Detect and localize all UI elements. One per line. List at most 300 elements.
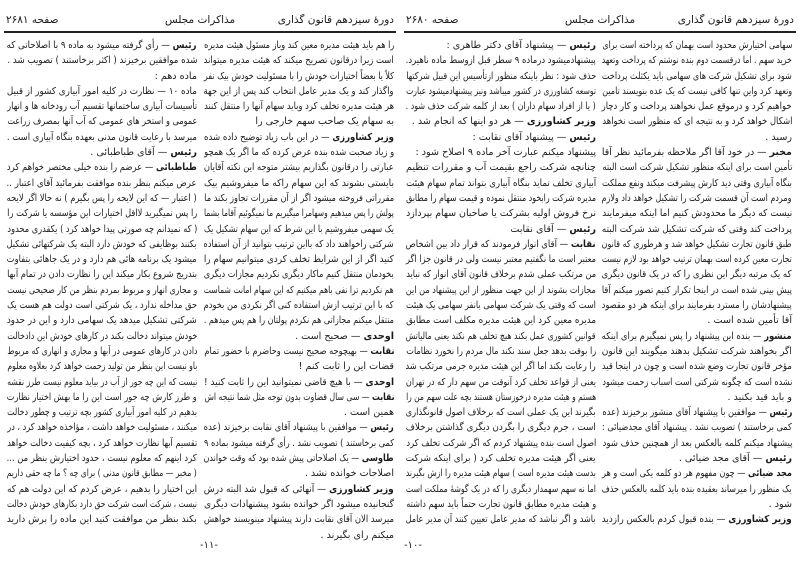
speaker-name: رئیس (569, 223, 596, 235)
text-line (204, 283, 394, 298)
text-line (406, 191, 596, 206)
speaker-name: رئیس (370, 422, 394, 434)
line-text: — آقای انوار فرمودند که قرار داد بین اشخاص (405, 238, 572, 250)
text-column (7, 38, 197, 528)
text-line (204, 512, 394, 527)
line-text: که با این ترتیب ازش استفاده کنی اگر نکردی من بخودم (204, 300, 394, 312)
text-line (602, 420, 792, 435)
page-header (6, 14, 394, 30)
line-text: و مجاری انهار و مربوط بمردم بنظر من کار صحیحی نیست (6, 284, 197, 296)
speech-paragraph (204, 375, 394, 390)
text-line (204, 69, 394, 84)
line-text: است زیرا درقانون تصریح میکند که هیئت مدیره میتواند (203, 55, 394, 67)
text-line (406, 436, 596, 451)
speaker-name: وزیر کشاورزی (329, 483, 394, 495)
line-text: حق مداخله ندارد ، یک شرکتی است دولت هم هست یک (7, 300, 197, 312)
line-text: بکند بنظر من موافقت کنید این ماده را برش دارید (6, 514, 197, 526)
text-line (406, 313, 596, 328)
line-text: وتعهد کرد واین تنها کافی نیست که یک عده بنویسند تامین (602, 85, 792, 97)
text-line (7, 359, 197, 374)
speech-paragraph (602, 451, 792, 466)
text-line (602, 298, 792, 313)
text-line (7, 84, 197, 99)
line-text: میکنم رای بگیرند . (320, 529, 394, 541)
line-text: نیست ، شرکت است شرکت حق دارد بکارهای خودش دخالت (7, 498, 197, 510)
speaker-name: رئیس (170, 147, 197, 159)
page-footer-number: -۱۱- (200, 540, 218, 551)
text-line (406, 405, 596, 420)
line-text: را پس نمیگیرید لااقل اختیارات این مؤسسه یا شرکت را (6, 208, 197, 220)
speaker-name: وزیر کشاورزی (332, 131, 394, 143)
line-text: چنانچه شرکت راجع بقیمت آب و مقررات تنظیم (406, 162, 596, 174)
text-line (204, 298, 394, 313)
text-line (7, 38, 197, 53)
speaker-name: منشور (764, 330, 792, 342)
line-text: — آنهائی که قبول شد البته درش (203, 483, 330, 495)
line-text: کرد اینهم که معلوم نیست ، حدود اختیارش بنظر من ... (6, 453, 197, 465)
text-line (7, 298, 197, 313)
text-line (602, 38, 792, 53)
text-line (7, 130, 197, 145)
line-text: — پیشنهاد آقای دکتر طاهری : (446, 40, 570, 51)
text-line (602, 160, 792, 175)
line-text: را بوقت بدهد جعل سند نکند مال مردم را نخورد نظامات (406, 345, 596, 357)
text-line (204, 359, 394, 374)
line-text: آبیاری تخلف نماید بنگاه آبیاری بتواند تمام سهام هیئت (405, 177, 596, 189)
line-text: ( یا از افراد سهام داران ) بعد از کلمه شرکت حذف شود . (405, 101, 596, 113)
line-text: باشد و اگر نباشد که مدیر عامل تعیین کنند آن مدیر عامل (406, 514, 596, 526)
speaker-name: رئیس (569, 131, 596, 143)
page-header (406, 14, 794, 30)
text-line (7, 53, 197, 68)
text-line (204, 130, 394, 145)
line-text: میرسد الان آقای نقابت دارند پیشنهاد مینویسند خواهش (203, 514, 394, 526)
text-line (204, 528, 394, 543)
line-text: را هم باید هیئت مدیره معین کند وباز مسئول هیئت مدیره (203, 40, 394, 51)
text-line (204, 313, 394, 328)
page-2680 (400, 0, 800, 576)
text-line (204, 436, 394, 451)
text-line (602, 176, 792, 191)
line-text: نشده است که چگونه شرکتی است اسباب زحمت میشود (602, 376, 792, 388)
text-line (7, 405, 197, 420)
line-text: مقرراتی فروخته میشود اگر از آن مقررات تجاوز بکند ما (204, 192, 394, 204)
text-line (204, 375, 394, 390)
line-text: میرسد با رعایت قانون مدنی بعهده بنگاه آبیاری است . (7, 131, 197, 143)
line-text: عمومی و استخر های عمومی که آب آنها بمصرف زراعت (6, 116, 197, 128)
line-text: شرکتی راخواهند داد که بااین ترتیب بتوانید از آن استفاده (203, 238, 394, 250)
line-text: کمی برخاستند ) تصویب نشد . رأی گرفته میشود بماده ۹ (203, 437, 394, 449)
text-line (7, 375, 197, 390)
line-text: یک منظور را میرساند بعقیده بنده باید کلمه بالعکس حذف (601, 483, 792, 495)
speech-paragraph (204, 130, 394, 329)
line-text: اصلاحات خوانده نشد . (304, 468, 394, 480)
line-text: کنید اگر از این شرایط تخلف کردی میتوانیم سهام را (204, 254, 394, 266)
line-text: — هر دو اینها که انجام شد . (411, 116, 527, 128)
text-paragraph (406, 145, 596, 160)
line-text: میکنند ، مسئولیت خواهد داشت ، مؤاخذه خواهد کرد ، در (7, 422, 197, 434)
line-text: مدیره معین کرد این هیئت مدیره مکلف است مطابق (406, 315, 596, 327)
speech-paragraph (406, 114, 596, 129)
line-text: و زیاد صحبت شده بنده عرض کرده که ما اگر یک همچو (203, 147, 394, 159)
text-line (602, 84, 792, 99)
text-line (406, 53, 596, 68)
text-line (406, 512, 596, 527)
line-text: هر هیئت مدیره تخلف کرد وباید سهام آنها را منتقل کنند (204, 101, 394, 113)
line-text: شده موافقین برخیزند ( اکثر برخاستند ) تصویب شد . (6, 55, 197, 67)
text-line (7, 252, 197, 267)
line-text: عرض میکنم بنظر بنده موافقت بفرمائید آقای اعتبار .. (6, 177, 197, 189)
speech-paragraph (406, 130, 596, 145)
text-line (406, 283, 596, 298)
text-line (204, 237, 394, 252)
text-line (602, 114, 792, 129)
line-text: ومردم است آن قسمت شرکت را تشکیل خواهد داد ولازم (602, 192, 792, 204)
line-text: اما نه سهم سهمدار دیگری را که در یک گوشهٔ مملکت است (405, 483, 596, 495)
text-line (7, 390, 197, 405)
text-line (7, 206, 197, 221)
line-text: خرید سهم . اما درقسمت دوم بنده نوشتم که پرداخت وتعهد (601, 55, 792, 67)
text-paragraph (406, 160, 596, 221)
text-column (406, 38, 596, 528)
text-line (204, 252, 394, 267)
line-text: تقسیم آبها نظارت خواهد کرد ، بچه کیفیت دخالت خواهد (6, 437, 197, 449)
text-line (204, 267, 394, 282)
session-title: دورهٔ سیزدهم قانون گذاری (677, 14, 794, 26)
line-text: و طرز کارش چه جور است این را ما بهش اختیار نظارت (7, 391, 197, 403)
speech-paragraph (602, 329, 792, 405)
text-line (602, 99, 792, 114)
speech-paragraph (602, 405, 792, 451)
speaker-name: وزیر کشاورزی (728, 514, 792, 526)
line-text: ماده دهم : (154, 70, 197, 82)
line-text: — پیشنهاد آقای نقابت : (472, 131, 570, 143)
line-text: باو نیست این بنظر من تولید زحمت خواهد کرد بعلاوه معلوم (6, 361, 197, 373)
text-column (602, 38, 792, 528)
line-text: تأسیسات آبیاری ساختمانها تقسیم آب رودخانه ها و انهار (6, 101, 197, 113)
text-line (406, 466, 596, 481)
line-text: — بنده قبول کردم بالعکس رازدید (601, 514, 729, 526)
speech-paragraph (204, 420, 394, 451)
text-line (406, 84, 596, 99)
line-text: کلاً یا بعضاً اختیارات خودش را با مسئولیت خودش بیک نفر (203, 70, 394, 82)
speech-paragraph (406, 38, 596, 53)
line-text: طبق قانون تجارت تشکیل خواهد شد و هرطوری که قانون (601, 238, 792, 250)
line-text: — عرضم را بنده خیلی مختصر خواهم کرد (7, 162, 157, 174)
line-text: بدست هیئت مدیره است ) سهام هیئت مدیره را ازش بگیرند (405, 468, 596, 480)
line-text: را رعایت بکند اما اگر این هیئت مدیره جرمی مرتکب شد (405, 361, 596, 373)
line-text: معتبر است ما نگفتیم معتبر نیست ولی در قانون جزا اگر (405, 254, 596, 266)
text-line (204, 53, 394, 68)
text-line (406, 420, 596, 435)
speaker-name: اوحدی (363, 330, 394, 342)
line-text: — آقای مجد ضیائی . (678, 453, 766, 465)
text-line (7, 222, 197, 237)
speaker-name: رئیس (765, 453, 792, 465)
text-line (7, 160, 197, 175)
speech-paragraph (406, 237, 596, 528)
text-line (204, 497, 394, 512)
line-text: سهامی اختیارش محدود است بهمان که پرداخته است برای (602, 40, 792, 51)
line-text: ماده ۱۰ — نظارت در کلیه امور آبیاری کشور از قبیل (6, 85, 197, 97)
text-line (602, 329, 792, 344)
text-line (602, 405, 792, 420)
text-line (602, 191, 792, 206)
text-line (204, 160, 394, 175)
line-text: ( که نمیدانم چه صورتی پیدا خواهد کرد ) یکقدری محدود (7, 223, 197, 235)
text-paragraph (406, 53, 596, 114)
line-text: شود برای تشکیل شرکت های سهامی باید یکثلث پرداخت (602, 70, 792, 82)
session-title: دورهٔ سیزدهم قانون گذاری (277, 14, 394, 26)
line-text: مدیره شرکت رابخود منتقل نموده و قیمت سهام را مطابق (405, 192, 596, 204)
text-line (406, 222, 596, 237)
line-text: شود . (768, 498, 792, 510)
line-text: — موافقین با پیشنهاد آقای منشور برخیزند (عده (601, 407, 770, 419)
line-text: بنگاه آبیاری وقتی دید کارش پیشرفت میکند ونفع مملکت (602, 177, 792, 189)
text-line (406, 390, 596, 405)
line-text: مؤخر قانون تجارت وضع شده است و چون در اینجا قید (602, 361, 792, 373)
text-line (7, 436, 197, 451)
line-text: که یک مرتبه دیگر این نظری را که در یک قانون دیگری (601, 269, 792, 281)
text-line (7, 99, 197, 114)
line-text: هستم و هیئت مدیره درخوزستان هستند بچه علت سهم من را (405, 391, 596, 403)
text-line (204, 176, 394, 191)
line-text: واگذار کند و یک مدیر عامل انتخاب کند پس از این جهة (203, 85, 394, 97)
line-text: قوانین کشوری عمل بکند هیچ تخلف هم نکند یعنی مالیاتش (406, 330, 596, 342)
line-text: بخودمان منتقل کنیم ماکار دیگری نکردیم مجازات دیگری (203, 269, 394, 281)
text-line (406, 359, 596, 374)
text-line (602, 130, 792, 145)
line-text: پولش را پس میدهیم وسهامرا میگیریم ما نمیگوئیم آقاما بشما (204, 208, 394, 220)
text-line (7, 344, 197, 359)
text-line (204, 38, 394, 53)
speaker-name: وزیر کشاورزی (526, 116, 596, 128)
line-text: تأمین است برای اینکه منظور تشکیل شرکت است البته (601, 162, 792, 174)
text-line (204, 114, 394, 129)
line-text: عبارتی را درقانون بگذاریم بیشتر متوجه این نکته آقایان (204, 162, 394, 174)
line-text: پیش بینی شده است در اینجا تکرار کنیم تصور میکنم آقا (602, 284, 792, 296)
publication-title: مذاکرات مجلس (564, 14, 636, 26)
line-text: من مرتکب عملی شدم برخلاف قانون آقای انوار که نباید (406, 269, 596, 281)
line-text: این اختیار را بدهیم ، عرض کردم که این دولت هم که (7, 483, 197, 495)
page-footer-number: -۱۰- (404, 540, 422, 551)
speaker-name: مخبر (769, 147, 792, 159)
text-line (7, 237, 197, 252)
line-text: — آقای نقابت (510, 223, 570, 235)
line-text: پیشنهاد میکنم کلمه بالعکس بعد از همچنین حذف شود (602, 437, 792, 449)
text-line (602, 512, 792, 527)
text-line (204, 451, 394, 466)
line-text: اصول است بنده پیشنهاد کردم که اگر شرکت تخلف کرد (406, 437, 596, 449)
text-line (602, 436, 792, 451)
line-text: پیشنهادمیشود درماده ۹ سطر قبل ازوسط ماده ناهیرد. (405, 55, 596, 67)
line-text: گنجانیده میشود اگر خوانده بشود پیشنهادات دیگری (204, 498, 394, 510)
line-text: است ، جرم دیگری را بگردن دیگری گذاشتن برخلاف (405, 422, 596, 434)
text-line (602, 69, 792, 84)
text-line (7, 114, 197, 129)
line-text: شرکتی تشکیل میدهد یک سهامی دارد و این در حدود (7, 315, 197, 327)
line-text: کمی برخاستند ) تصویب نشد . پیشنهاد آقای مجدضیائی : (602, 422, 792, 434)
line-text: یک سهمی میفروشیم با این شرط که این سهام تشکیل یک (204, 223, 394, 235)
text-line (602, 497, 792, 512)
speech-paragraph (7, 145, 197, 160)
text-line (406, 482, 596, 497)
line-text: پیشنهادشان را مسترد بفرمایند برای اینکه هر دو مقصود (602, 300, 792, 312)
speech-paragraph (7, 38, 197, 69)
text-line (602, 390, 792, 405)
text-line (406, 344, 596, 359)
line-text: — سی سال قضاوت بدون توجه مثل شما نتیجه اش (203, 391, 372, 403)
text-line (406, 176, 596, 191)
text-line (602, 283, 792, 298)
text-line (204, 99, 394, 114)
line-text: اگر بخواهند شرکت تشکیل بدهند میگویند این قانون (601, 345, 792, 357)
speech-paragraph (602, 145, 792, 329)
line-text: — چون مفهوم هر دو کلمه یکی است و هر (602, 468, 749, 480)
line-text: نیست که دیگر ما محدودش کنیم اما اینکه میفرمایند (601, 208, 792, 220)
text-line (602, 359, 792, 374)
header-rule (4, 31, 396, 33)
line-text: هم نکردیم ترا نفی باهم میکنیم که این سهام امانت شماست (204, 284, 394, 296)
text-line (602, 53, 792, 68)
text-line (602, 267, 792, 282)
line-text: — رأی گرفته میشود به ماده ۹ با اصلاحاتی که (7, 40, 174, 51)
text-paragraph (7, 69, 197, 84)
text-line (602, 451, 792, 466)
text-line (7, 451, 197, 466)
speaker-name: مجد ضیائی (748, 468, 792, 480)
speaker-name: رئیس (173, 40, 197, 51)
text-line (7, 145, 197, 160)
speaker-name: طاوسی (362, 453, 394, 465)
line-text: بدهیم در کلیه امور آبیاری کشور بچه ترتیب و چطور دخالت (7, 407, 197, 419)
publication-title: مذاکرات مجلس (164, 14, 236, 26)
line-text: — بنده این پیشنهاد را پس نمیگیرم برای اینکه (602, 330, 765, 342)
line-text: — در خود آقا اگر ملاحظه بفرمائید نظر آقا (602, 147, 770, 159)
line-text: — یک اصلاحاتی پیش شده بود که وقت خواندن (203, 453, 363, 465)
text-line (602, 145, 792, 160)
text-line (406, 206, 596, 221)
text-line (7, 283, 197, 298)
line-text: یعنی از قواعد تخلف کرد آنوقت من سهم دار که در تهران (405, 376, 596, 388)
line-text: همین است . (343, 407, 394, 419)
line-text: است که وقتی یک شرکت سهامی بانفر سهامی یک هیئت (406, 300, 596, 312)
line-text: — موافقین با پیشنهاد آقای نقابت برخیزند (عده (203, 422, 371, 434)
line-text: ( مخبر — مطابق قانون مدنی ) برای چه ؟ ما چه حقی داریم (6, 468, 197, 480)
text-line (602, 252, 792, 267)
line-text: بایستی بشوند که این سهام راکه ما میفروشیم بیک (203, 177, 394, 189)
line-text: قضات این را ثابت کنم ! (298, 361, 394, 373)
text-line (406, 38, 596, 53)
text-line (7, 329, 197, 344)
header-rule (404, 31, 796, 33)
line-text: مجازات بشوند از این جهت منظور از این پیشنهاد من این (405, 284, 596, 296)
page-number: صفحه ۲۶۸۰ (406, 14, 459, 26)
text-line (406, 99, 596, 114)
text-line (406, 298, 596, 313)
line-text: — آقای طباطبائی . (90, 147, 171, 159)
line-text: دادن در کارهای عمومی در آبها و مجاری و انهاری که مربوط (6, 345, 197, 357)
text-line (406, 160, 596, 175)
speaker-name: نقابت (571, 238, 596, 250)
line-text: پیشنهاد میکنم عبارت آخر ماده ۹ اصلاح شود : (415, 147, 596, 159)
line-text: خواهیم کرد و درموقع عمل نخواهند پرداخت و کار دچار (602, 101, 792, 113)
text-line (406, 114, 596, 129)
text-line (204, 405, 394, 420)
line-text: خودش میتواند دخالت بکند در کارهای خودش این دادخالت (6, 330, 197, 342)
text-line (602, 482, 792, 497)
line-text: بکنند بوظایفی که خودش دارد البته یک شرکتهائی تشکیل (6, 238, 197, 250)
text-line (7, 69, 197, 84)
line-text: بگیرند این یک عملی است که برخلاف اصول قانونگذاری (405, 407, 596, 419)
speech-paragraph (406, 222, 596, 237)
text-line (204, 222, 394, 237)
text-line (406, 69, 596, 84)
text-line (7, 482, 197, 497)
text-line (406, 497, 596, 512)
line-text: نیست که این چه جور از آب در بیاید معلوم نیست طرز نقشه (6, 376, 197, 388)
text-line (602, 466, 792, 481)
speaker-name: طباطبائی (156, 162, 197, 174)
line-text: توسعه کشاورزی در کشور میباشد ونیز پیشنهادمیشود عبارت (406, 85, 596, 97)
text-line (7, 176, 197, 191)
text-line (204, 344, 394, 359)
text-line (406, 451, 596, 466)
line-text: رسید . (765, 131, 792, 143)
text-line (204, 206, 394, 221)
line-text: میشود یک برنامه هائی هم دارد و در یک جاهائی بتفاوت (6, 254, 197, 266)
text-line (406, 145, 596, 160)
speech-paragraph (602, 512, 792, 527)
text-line (7, 512, 197, 527)
speech-paragraph (7, 160, 197, 527)
text-line (602, 206, 792, 221)
line-text: اشکال خواهد کرد و به نتیجه ای که منظور است نخواهد (601, 116, 792, 128)
text-line (602, 375, 792, 390)
text-line (7, 497, 197, 512)
line-text: یعنی اگر هیئت مدیره تخلف کرد ( برای اینکه شرکت (406, 453, 596, 465)
text-line (406, 252, 596, 267)
text-line (7, 267, 197, 282)
line-text: پرداخت کند وقتی که شرکت تشکیل شد شرکت البته (601, 223, 792, 235)
text-line (406, 237, 596, 252)
line-text: و هیئت مدیره مطابق قانون تجارت حتماً باید سهم داشته (406, 498, 596, 510)
line-text: — صحیح است . (295, 330, 364, 342)
text-line (7, 313, 197, 328)
text-line (7, 466, 197, 481)
text-line (204, 145, 394, 160)
line-text: آقا تأمین شده است . (707, 315, 792, 327)
speaker-name: نقابت (371, 391, 394, 403)
text-line (602, 237, 792, 252)
line-text: بتدریج شروع بکار میکند این را نظارت دادن در تمام آبها (7, 269, 197, 281)
text-line (204, 420, 394, 435)
text-line (406, 267, 596, 282)
speech-paragraph (602, 466, 792, 512)
speaker-name: نقابت (369, 345, 394, 357)
text-paragraph (7, 84, 197, 145)
line-text: منتقل میکنم مجازاتی هم نکردم پولتان را هم پس میدهم . (203, 315, 394, 327)
line-text: — بهیچوجه صحیح نیست وحاضرم با حضور تمام (203, 345, 370, 357)
line-text: — در این باب زیاد توضیح داده شده (203, 131, 333, 143)
line-text: تجارت معین کرده است بهمان ترتیب خواهد بود لازم نیست (601, 254, 792, 266)
text-line (7, 191, 197, 206)
text-line (602, 222, 792, 237)
text-line (602, 313, 792, 328)
page-number: صفحه ۲۶۸۱ (6, 14, 59, 26)
line-text: ( اعتبار — که این لایحه را پس بگیرم ) نه حالا اگر لایحه (6, 192, 197, 204)
text-line (7, 420, 197, 435)
